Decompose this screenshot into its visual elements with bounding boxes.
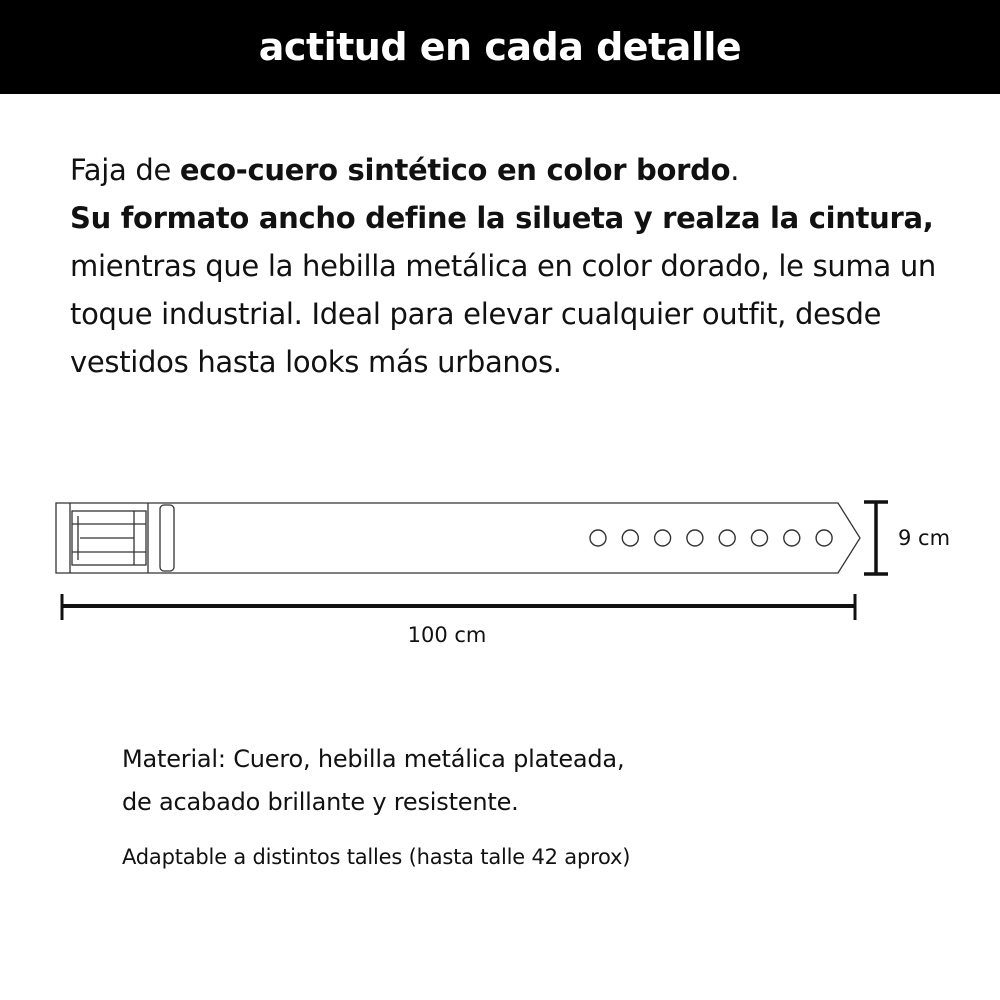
- length-label: 100 cm: [407, 623, 487, 647]
- belt-hole: [655, 530, 671, 546]
- belt-hole: [752, 530, 768, 546]
- material-line: de acabado brillante y resistente.: [122, 788, 519, 816]
- description-highlight: Su formato ancho define la silueta y realza la cintura,: [70, 201, 934, 235]
- material-info: [122, 738, 942, 824]
- belt-outline: [56, 503, 860, 573]
- belt-hole: [687, 530, 703, 546]
- belt-hole: [590, 530, 606, 546]
- material-line: Material: Cuero, hebilla metálica plateada,: [122, 745, 625, 773]
- product-description: [70, 146, 950, 386]
- width-marker: [864, 502, 888, 574]
- description-text: .: [730, 153, 740, 187]
- sizes-info: Adaptable a distintos talles (hasta talle 42 aprox): [122, 845, 631, 869]
- belt-hole: [622, 530, 638, 546]
- description-text: mientras que la hebilla metálica en color dorado, le suma un toque industrial. Ideal para elevar cualquier outfit, desde vestidos hasta looks más urbanos.: [70, 249, 936, 379]
- belt-hole: [719, 530, 735, 546]
- width-label: 9 cm: [898, 526, 951, 550]
- length-marker: [62, 594, 855, 620]
- belt-hole: [784, 530, 800, 546]
- description-text: Faja de: [70, 153, 180, 187]
- header-title: actitud en cada detalle: [258, 25, 742, 69]
- belt-hole: [816, 530, 832, 546]
- belt-diagram: [0, 480, 1000, 660]
- belt-holes: [590, 530, 832, 546]
- description-highlight: eco-cuero sintético en color bordo: [179, 153, 731, 187]
- product-specs: [122, 738, 942, 872]
- header-bar: [0, 0, 1000, 94]
